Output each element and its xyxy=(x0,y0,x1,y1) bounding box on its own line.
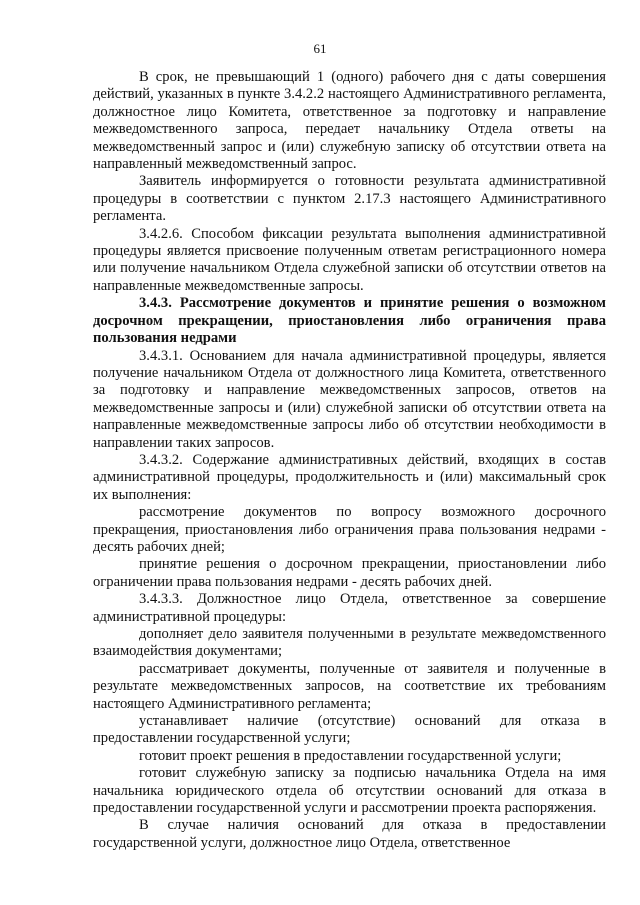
section-heading: 3.4.3. Рассмотрение документов и принятие решения о возможном досрочном прекращении, приостановления либо ограничения права пользования недрами xyxy=(93,295,606,347)
paragraph: 3.4.2.6. Способом фиксации результата выполнения административной процедуры является присвоение полученным ответам регистрационного номера или получение начальником Отдела служебной записки об отсутствии ответов на направленные межведомственные запросы. xyxy=(93,225,606,294)
paragraph: Заявитель информируется о готовности результата административной процедуры в соответствии с пунктом 2.17.3 настоящего Административного регламента. xyxy=(93,173,606,225)
paragraph: рассматривает документы, полученные от заявителя и полученные в результате межведомственных запросов, на соответствие их требованиям настоящего Административного регламента; xyxy=(93,660,606,712)
paragraph: устанавливает наличие (отсутствие) оснований для отказа в предоставлении государственной услуги; xyxy=(93,713,606,747)
document-body xyxy=(93,69,606,852)
paragraph: 3.4.3.3. Должностное лицо Отдела, ответственное за совершение административной процедуры: xyxy=(93,591,606,625)
paragraph: готовит проект решения в предоставлении государственной услуги; xyxy=(139,747,562,764)
paragraph: 3.4.3.2. Содержание административных действий, входящих в состав административной процедуры, продолжительность и (или) максимальный срок их выполнения: xyxy=(93,451,606,503)
page-number: 61 xyxy=(313,41,327,56)
paragraph: В срок, не превышающий 1 (одного) рабочего дня с даты совершения действий, указанных в пункте 3.4.2.2 настоящего Административного регламента, должностное лицо Комитета, ответственное за подготовку и направление межведомственного запроса, передает начальнику Отдела ответы на межведомственный запрос и (или) служебную записку об отсутствии ответа на направленный межведомственный запрос. xyxy=(93,69,606,173)
paragraph: принятие решения о досрочном прекращении, приостановлении либо ограничении права пользования недрами - десять рабочих дней. xyxy=(93,556,606,590)
paragraph: 3.4.3.1. Основанием для начала административной процедуры, является получение начальником Отдела от должностного лица Комитета, ответственного за подготовку и направление межведомственных запросов, ответов на межведомственные запросы и (или) служебной записки об отсутствии ответа на направленные межведомственные запросы либо об отсутствии необходимости в направлении таких запросов. xyxy=(93,347,606,451)
paragraph: готовит служебную записку за подписью начальника Отдела на имя начальника юридического отдела об отсутствии оснований для отказа в предоставлении государственной услуги и рассмотрении проекта распоряжения. xyxy=(93,765,606,817)
paragraph-last: В случае наличия оснований для отказа в предоставлении государственной услуги, должностное лицо Отдела, ответственное xyxy=(93,817,606,851)
paragraph: дополняет дело заявителя полученными в результате межведомственного взаимодействия документами; xyxy=(93,626,606,660)
paragraph: рассмотрение документов по вопросу возможного досрочного прекращения, приостановления либо ограничения права пользования недрами - десять рабочих дней; xyxy=(93,504,606,555)
